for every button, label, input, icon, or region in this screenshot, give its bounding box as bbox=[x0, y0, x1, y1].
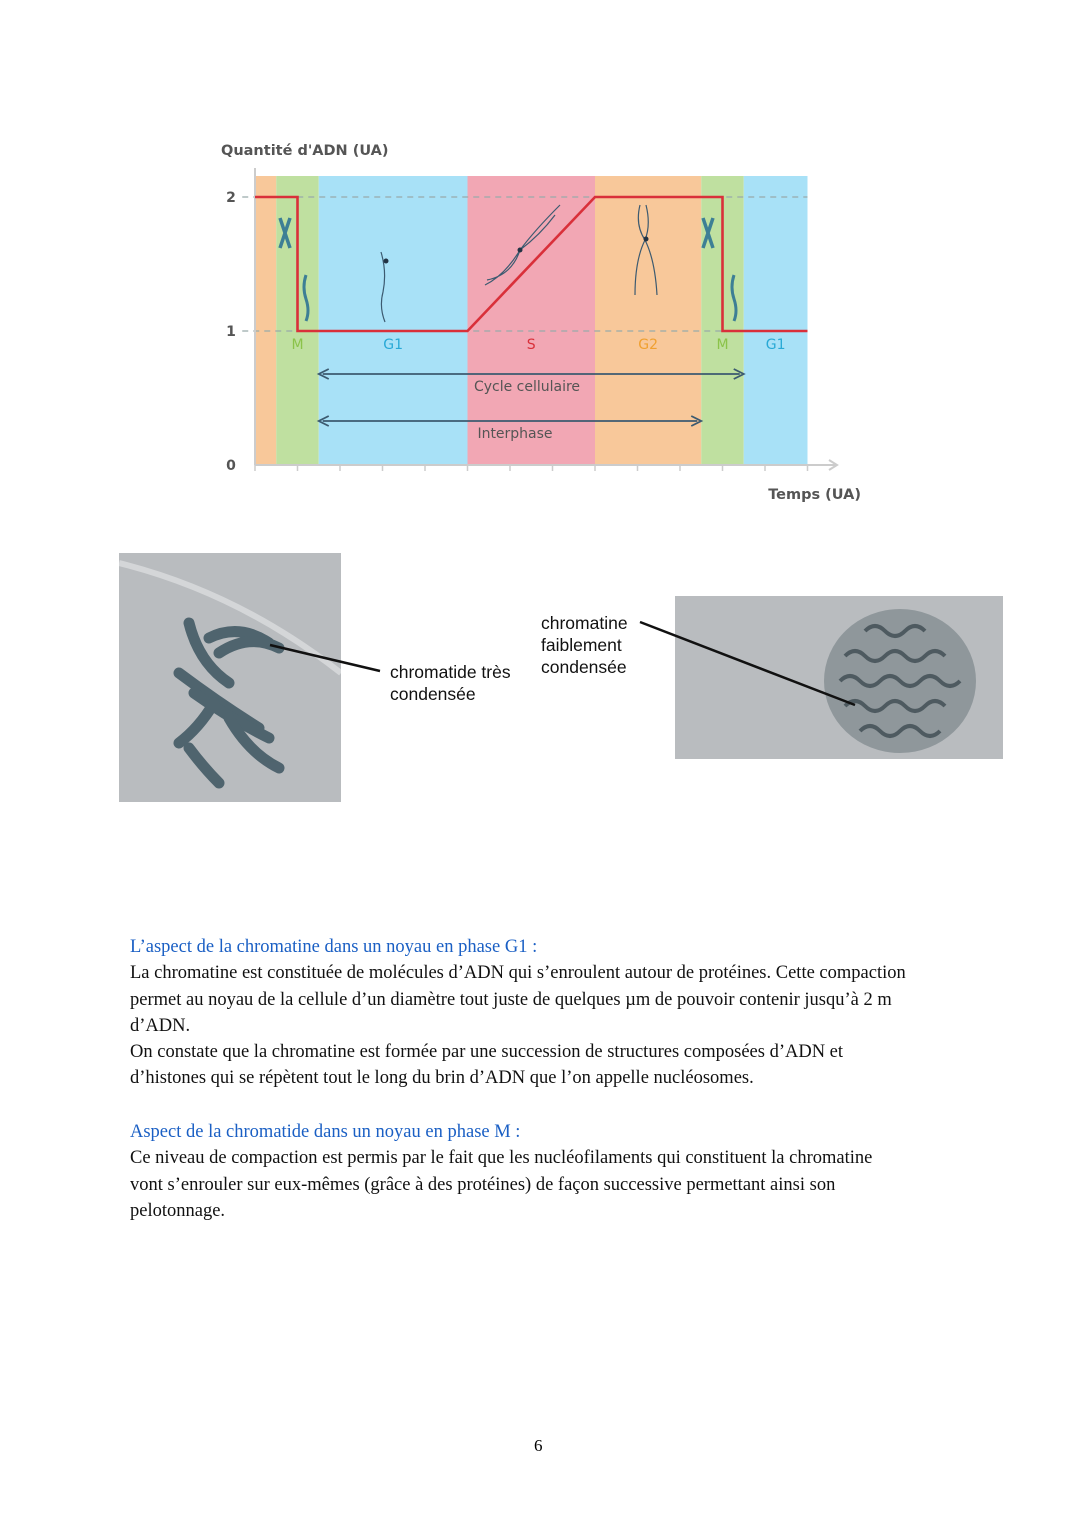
y-tick-label: 1 bbox=[226, 324, 236, 340]
label-line: condensée bbox=[541, 657, 627, 677]
section-heading: L’aspect de la chromatine dans un noyau en phase G1 : bbox=[130, 937, 538, 957]
page-number: 6 bbox=[534, 1436, 543, 1455]
paragraph-line: Ce niveau de compaction est permis par le fait que les nucléofilaments qui constituent la chromatine bbox=[130, 1148, 873, 1169]
paragraph-line: d’ADN. bbox=[130, 1015, 191, 1036]
label-chromatine-faiblement-condensee bbox=[541, 612, 628, 678]
paragraph-line: vont s’enrouler sur eux-mêmes (grâce à des protéines) de façon successive permettant ainsi son bbox=[130, 1174, 836, 1195]
paragraph-line: d’histones qui se répètent tout le long du brin d’ADN que l’on appelle nucléosomes. bbox=[130, 1068, 754, 1089]
paragraph-line: permet au noyau de la cellule d’un diamètre tout juste de quelques µm de pouvoir contenir jusqu’à 2 m bbox=[130, 989, 892, 1010]
phase-label: G1 bbox=[765, 337, 786, 353]
paragraph-line: On constate que la chromatine est formée par une succession de structures composées d’ADN et bbox=[130, 1042, 844, 1063]
phase-label: G1 bbox=[383, 337, 404, 353]
label-line: chromatide très bbox=[390, 662, 511, 682]
phase-label: S bbox=[526, 337, 536, 353]
label-chromatide-tres-condensee bbox=[390, 661, 511, 705]
label-line: condensée bbox=[390, 684, 476, 704]
label-line: chromatine bbox=[541, 613, 628, 633]
y-tick-label: 2 bbox=[226, 190, 236, 206]
span-label: Cycle cellulaire bbox=[473, 379, 581, 395]
span-label: Interphase bbox=[477, 426, 553, 442]
phase-label: M bbox=[291, 337, 304, 353]
label-line: faiblement bbox=[541, 635, 622, 655]
phase-label: G2 bbox=[638, 337, 659, 353]
paragraph-line: La chromatine est constituée de molécules d’ADN qui s’enroulent autour de protéines. Cette compaction bbox=[130, 963, 906, 984]
y-axis-title: Quantité d'ADN (UA) bbox=[221, 143, 389, 159]
section-m bbox=[130, 1119, 990, 1224]
x-axis-title: Temps (UA) bbox=[768, 487, 861, 503]
section-g1 bbox=[130, 934, 990, 1092]
y-tick-label: 0 bbox=[226, 458, 236, 474]
section-heading: Aspect de la chromatide dans un noyau en phase M : bbox=[130, 1122, 521, 1142]
phase-label: M bbox=[716, 337, 729, 353]
paragraph-line: pelotonnage. bbox=[130, 1200, 226, 1221]
